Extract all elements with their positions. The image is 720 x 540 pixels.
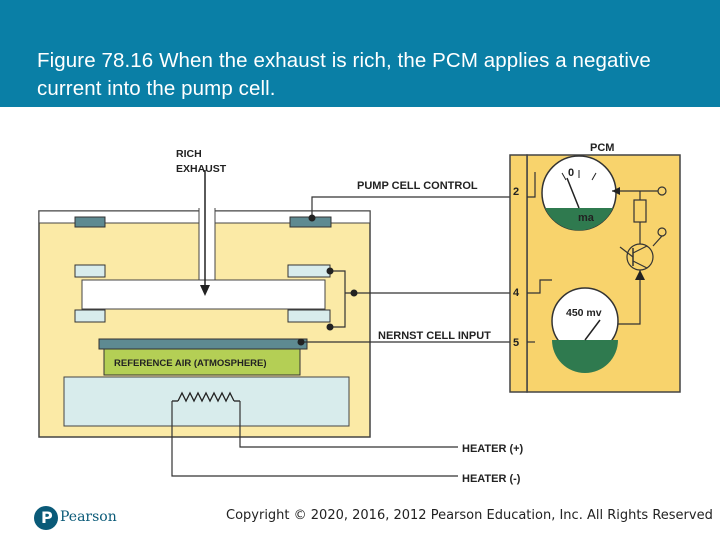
current-gauge-unit: ma [578,212,594,224]
voltage-gauge-label: 450 mv [566,307,602,319]
inner-electrode-br [288,310,330,322]
inner-electrode-tr [288,265,330,277]
slide-title: Figure 78.16 When the exhaust is rich, the PCM applies a negative current into the pump cell. [37,49,651,100]
reference-air-label: REFERENCE AIR (ATMOSPHERE) [114,358,267,369]
rich-exhaust-label: RICH [176,148,202,160]
copyright-text: Copyright © 2020, 2016, 2012 Pearson Education, Inc. All Rights Reserved [226,508,713,523]
heater-plus-label: HEATER (+) [462,443,524,455]
title-bar [0,0,720,107]
publisher-name: Pearson [60,509,117,525]
inner-electrode-bl [75,310,105,322]
exhaust-inlet [199,205,215,280]
heater-block [64,377,349,426]
transistor [627,244,653,270]
sensor-top-left-cap [39,211,199,223]
pin-2-label: 2 [513,186,520,198]
heater-minus-label: HEATER (-) [462,473,521,485]
reference-electrode [99,339,307,349]
resistor [634,200,646,222]
pearson-logo-icon: P [34,506,58,530]
current-gauge-zero: 0 [568,167,575,179]
inner-electrode-tl [75,265,105,277]
pin-4-label: 4 [513,287,520,299]
pin-5-label: 5 [513,337,520,349]
nernst-cell-input-label: NERNST CELL INPUT [378,330,491,342]
sensor-diagram [0,107,720,507]
pump-electrode-left [75,217,105,227]
diffusion-gap [82,280,325,309]
pump-cell-control-label: PUMP CELL CONTROL [357,180,478,192]
pcm-label: PCM [590,142,615,154]
rich-exhaust-label-2: EXHAUST [176,163,227,175]
